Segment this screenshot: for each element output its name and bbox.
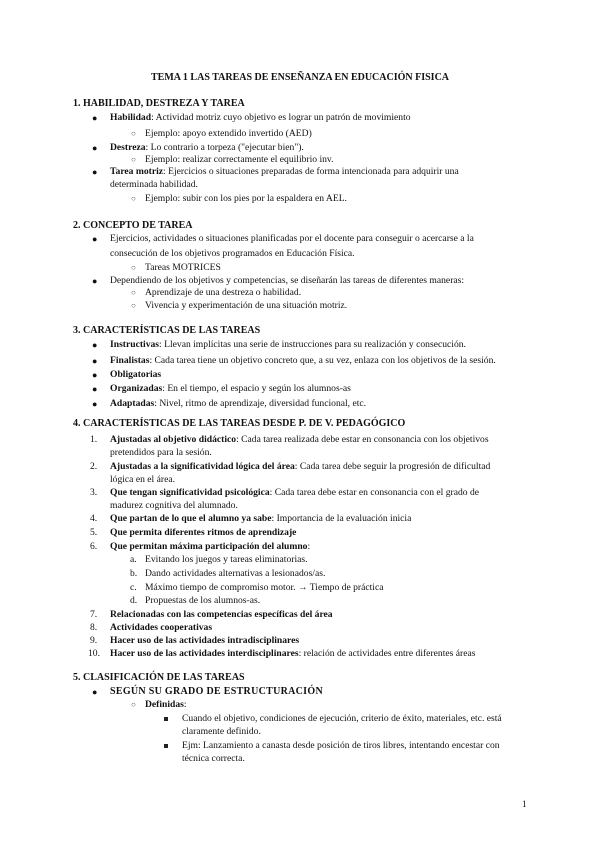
list-item bbox=[110, 609, 333, 621]
section-heading: 3. CARACTERÍSTICAS DE LAS TAREAS bbox=[73, 325, 261, 336]
list-number: 7. bbox=[90, 609, 98, 620]
circle-bullet-icon: ○ bbox=[131, 155, 136, 164]
list-item-text: : Cada tarea realizada debe estar en consonancia con los objetivos bbox=[236, 434, 489, 445]
list-item-text: : Cada tarea debe seguir la progresión de dificultad bbox=[294, 461, 491, 472]
list-item bbox=[110, 648, 475, 660]
list-item-term: Adaptadas bbox=[110, 398, 155, 409]
bullet-icon: ● bbox=[92, 370, 98, 380]
list-item-term: Finalistas bbox=[110, 355, 150, 366]
list-item bbox=[110, 461, 490, 473]
list-item bbox=[110, 527, 296, 539]
list-item-term: Que permita diferentes ritmos de aprendizaje bbox=[110, 527, 297, 538]
list-item-continuation: madurez cognitiva del alumnado. bbox=[110, 500, 238, 511]
list-item-term: Que partan de lo que el alumno ya sabe bbox=[110, 513, 272, 524]
page-number: 1 bbox=[522, 799, 527, 810]
list-item: Ejm: Lanzamiento a canasta desde posición de tiros libres, intentando encestar con bbox=[182, 740, 500, 751]
list-item: Vivencia y experimentación de una situación motriz. bbox=[145, 300, 348, 311]
list-item-text: : bbox=[183, 699, 187, 710]
list-item-text: : Importancia de la evaluación inicia bbox=[271, 513, 412, 524]
list-item-text: : Lo contrario a torpeza ("ejecutar bien"). bbox=[145, 142, 304, 153]
list-item bbox=[110, 383, 351, 395]
list-item bbox=[110, 369, 161, 381]
list-item-continuation: determinada habilidad. bbox=[110, 179, 198, 190]
list-item: Dependiendo de los objetivos y competencias, se diseñarán las tareas de diferentes maneras: bbox=[110, 275, 465, 286]
list-item bbox=[110, 398, 366, 410]
section-heading: 2. CONCEPTO DE TAREA bbox=[73, 220, 193, 231]
list-item: Ejemplo: realizar correctamente el equilibrio inv. bbox=[145, 154, 334, 165]
list-number: 9. bbox=[90, 635, 98, 646]
list-letter: c. bbox=[130, 582, 137, 593]
circle-bullet-icon: ○ bbox=[131, 700, 136, 709]
list-item: Evitando los juegos y tareas eliminatorias. bbox=[145, 554, 308, 565]
list-number: 3. bbox=[90, 487, 98, 498]
list-item-text: : Actividad motriz cuyo objetivo es lograr un patrón de movimiento bbox=[151, 112, 411, 123]
list-item bbox=[110, 487, 479, 499]
list-item bbox=[110, 142, 304, 154]
bullet-icon: ● bbox=[92, 384, 98, 394]
bullet-icon: ● bbox=[92, 399, 98, 409]
list-item-term: Organizadas bbox=[110, 383, 163, 394]
list-item-text: : En el tiempo, el espacio y según los alumnos-as bbox=[162, 383, 351, 394]
bullet-icon: ● bbox=[92, 687, 98, 697]
bullet-icon: ● bbox=[92, 113, 98, 123]
list-item bbox=[145, 699, 187, 711]
list-item bbox=[110, 541, 310, 553]
list-item-term: Instructivas bbox=[110, 339, 160, 350]
list-item: Propuestas de los alumnos-as. bbox=[145, 595, 261, 606]
section-heading: 1. HABILIDAD, DESTREZA Y TAREA bbox=[73, 98, 245, 109]
circle-bullet-icon: ○ bbox=[131, 263, 136, 272]
list-item-continuation: técnica correcta. bbox=[182, 753, 245, 764]
list-item bbox=[110, 513, 411, 525]
list-item: Cuando el objetivo, condiciones de ejecución, criterio de éxito, materiales, etc. está bbox=[182, 713, 502, 724]
list-item: Ejemplo: apoyo extendido invertido (AED) bbox=[145, 128, 312, 139]
list-item-term: Destreza bbox=[110, 142, 146, 153]
list-item-text: : relación de actividades entre diferentes áreas bbox=[298, 648, 476, 659]
list-item-term: Ajustadas al objetivo didáctico bbox=[110, 434, 237, 445]
list-item-term: Hacer uso de las actividades intradisciplinares bbox=[110, 635, 300, 646]
list-item-continuation: claramente definido. bbox=[182, 726, 261, 737]
bullet-icon: ● bbox=[92, 234, 98, 244]
list-item: Dando actividades alternativas a lesionados/as. bbox=[145, 568, 326, 579]
list-item-text: : Nivel, ritmo de aprendizaje, diversidad funcional, etc. bbox=[154, 398, 367, 409]
list-item-term: Actividades cooperativas bbox=[110, 622, 213, 633]
list-item bbox=[110, 166, 459, 178]
circle-bullet-icon: ○ bbox=[131, 301, 136, 310]
list-number: 6. bbox=[90, 541, 98, 552]
bullet-icon: ● bbox=[92, 167, 98, 177]
circle-bullet-icon: ○ bbox=[131, 288, 136, 297]
list-item bbox=[110, 635, 299, 647]
list-item-text: : Llevan implícitas una serie de instrucciones para su realización y consecución. bbox=[159, 339, 466, 350]
list-item-continuation: lógica en el área. bbox=[110, 474, 175, 485]
list-number: 1. bbox=[90, 434, 98, 445]
list-item: Aprendizaje de una destreza o habilidad. bbox=[145, 287, 302, 298]
subsection-heading: SEGÚN SU GRADO DE ESTRUCTURACIÓN bbox=[110, 686, 323, 697]
square-bullet-icon bbox=[164, 717, 168, 721]
list-item: Tareas MOTRICES bbox=[145, 262, 221, 273]
bullet-icon: ● bbox=[92, 276, 98, 286]
list-item-term: Obligatorias bbox=[110, 369, 162, 380]
bullet-icon: ● bbox=[92, 340, 98, 350]
list-item bbox=[110, 355, 496, 367]
list-number: 8. bbox=[90, 622, 98, 633]
list-number: 4. bbox=[90, 513, 98, 524]
list-item bbox=[110, 112, 411, 124]
list-item bbox=[110, 434, 489, 446]
list-number: 10. bbox=[88, 648, 100, 659]
list-item-term: Ajustadas a la significatividad lógica del área bbox=[110, 461, 295, 472]
document-title: TEMA 1 LAS TAREAS DE ENSEÑANZA EN EDUCACIÓN FISICA bbox=[150, 72, 450, 83]
list-item-term: Que tengan significatividad psicológica bbox=[110, 487, 270, 498]
list-letter: b. bbox=[130, 568, 138, 579]
bullet-icon: ● bbox=[92, 356, 98, 366]
list-item-continuation: pretendidos para la sesión. bbox=[110, 447, 212, 458]
list-item bbox=[110, 339, 466, 351]
circle-bullet-icon: ○ bbox=[131, 129, 136, 138]
list-item-text: : Cada tarea debe estar en consonancia con el grado de bbox=[269, 487, 480, 498]
list-item-term: Relacionadas con las competencias específicas del área bbox=[110, 609, 333, 620]
list-item-term: Hacer uso de las actividades interdisciplinares bbox=[110, 648, 299, 659]
list-item bbox=[110, 622, 212, 634]
list-item-text: : bbox=[307, 541, 311, 552]
list-item-term: Habilidad bbox=[110, 112, 152, 123]
list-item: Ejercicios, actividades o situaciones planificadas por el docente para conseguir o acercarse a la bbox=[110, 233, 474, 244]
list-item-continuation: consecución de los objetivos programados en Educación Física. bbox=[110, 248, 355, 259]
list-item-term: Definidas bbox=[145, 699, 184, 710]
list-item-term: Que permitan máxima participación del alumno bbox=[110, 541, 308, 552]
circle-bullet-icon: ○ bbox=[131, 194, 136, 203]
list-letter: d. bbox=[130, 595, 138, 606]
list-letter: a. bbox=[130, 554, 137, 565]
section-heading: 4. CARACTERÍSTICAS DE LAS TAREAS DESDE P. DE V. PEDAGÓGICO bbox=[73, 418, 406, 429]
list-item-text: : Cada tarea tiene un objetivo concreto que, a su vez, enlaza con los objetivos de la sesión. bbox=[149, 355, 496, 366]
list-number: 2. bbox=[90, 461, 98, 472]
square-bullet-icon bbox=[164, 744, 168, 748]
list-item-text: : Ejercicios o situaciones preparadas de forma intencionada para adquirir una bbox=[163, 166, 459, 177]
section-heading: 5. CLASIFICACIÓN DE LAS TAREAS bbox=[73, 672, 245, 683]
list-item-term: Tarea motriz bbox=[110, 166, 164, 177]
list-number: 5. bbox=[90, 527, 98, 538]
list-item: Ejemplo: subir con los pies por la espaldera en AEL. bbox=[145, 193, 347, 204]
bullet-icon: ● bbox=[92, 143, 98, 153]
list-item: Máximo tiempo de compromiso motor. → Tiempo de práctica bbox=[145, 582, 384, 593]
